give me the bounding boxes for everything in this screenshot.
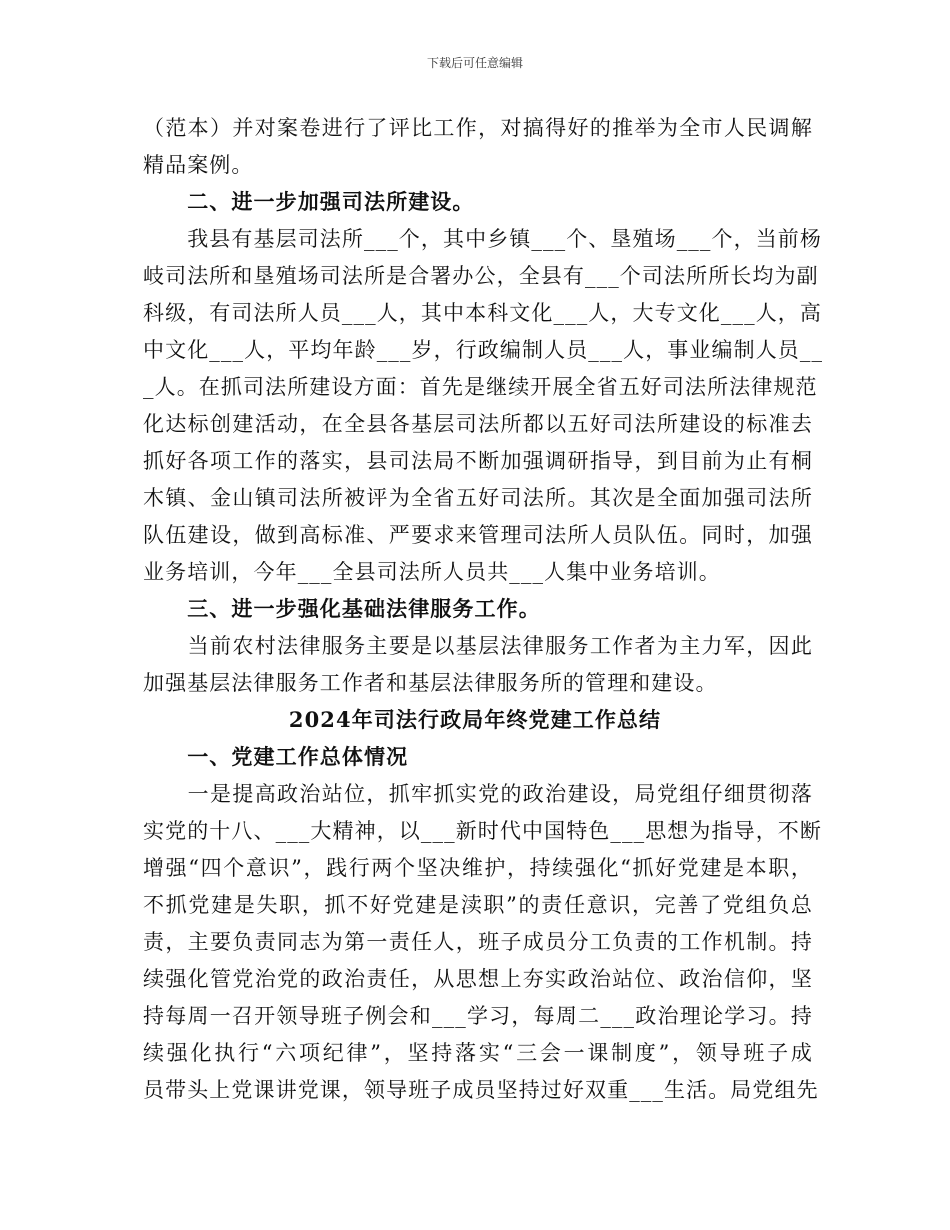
page-header: 下载后可任意编辑	[426, 56, 523, 70]
paragraph-line: 加强基层法律服务工作者和基层法律服务所的管理和建设。	[143, 671, 718, 695]
paragraph-line: 抓好各项工作的落实，县司法局不断加强调研指导，到目前为止有桐	[143, 449, 813, 473]
paragraph-line: 增强“四个意识”，践行两个坚决维护，持续强化“抓好党建是本职，	[143, 856, 813, 880]
paragraph-line: 队伍建设，做到高标准、严要求来管理司法所人员队伍。同时，加强	[143, 523, 813, 547]
paragraph-line: 中文化___人，平均年龄___岁，行政编制人员___人，事业编制人员__	[143, 338, 824, 362]
paragraph-line: 岐司法所和垦殖场司法所是合署办公，全县有___个司法所所长均为副	[143, 264, 819, 288]
paragraph-line: 化达标创建活动，在全县各基层司法所都以五好司法所建设的标准去	[143, 412, 813, 436]
paragraph-line: 不抓党建是失职，抓不好党建是渎职”的责任意识，完善了党组负总	[143, 893, 813, 917]
paragraph-line: 精品案例。	[143, 153, 254, 177]
section-heading: 二、进一步加强司法所建设。	[143, 189, 475, 214]
paragraph-line: _人。在抓司法所建设方面：首先是继续开展全省五好司法所法律规范	[143, 375, 818, 399]
paragraph-line: 我县有基层司法所___个，其中乡镇___个、垦殖场___个，当前杨	[143, 227, 822, 251]
paragraph-line: 木镇、金山镇司法所被评为全省五好司法所。其次是全面加强司法所	[143, 486, 813, 510]
paragraph-line: 员带头上党课讲党课，领导班子成员坚持过好双重___生活。局党组先	[143, 1078, 819, 1102]
paragraph-line: 业务培训，今年___全县司法所人员共___人集中业务培训。	[143, 560, 721, 584]
paragraph-line: 续强化执行“六项纪律”，坚持落实“三会一课制度”，领导班子成	[143, 1041, 813, 1065]
paragraph-line: 一是提高政治站位，抓牢抓实党的政治建设，局党组仔细贯彻落	[143, 782, 813, 806]
paragraph-line: 责，主要负责同志为第一责任人，班子成员分工负责的工作机制。持	[143, 930, 813, 954]
section-heading: 一、党建工作总体情况	[143, 744, 409, 769]
paragraph-line: 续强化管党治党的政治责任，从思想上夯实政治站位、政治信仰，坚	[143, 967, 813, 991]
paragraph-line: 当前农村法律服务主要是以基层法律服务工作者为主力军，因此	[143, 634, 813, 658]
paragraph-line: （范本）并对案卷进行了评比工作，对搞得好的推举为全市人民调解	[143, 116, 813, 140]
paragraph-line: 实党的十八、___大精神，以___新时代中国特色___思想为指导，不断	[143, 819, 822, 843]
paragraph-line: 科级，有司法所人员___人，其中本科文化___人，大专文化___人，高	[143, 301, 822, 325]
paragraph-line: 持每周一召开领导班子例会和___学习，每周二___政治理论学习。持	[143, 1004, 813, 1028]
section-heading: 三、进一步强化基础法律服务工作。	[143, 596, 541, 621]
document-title: 2024年司法行政局年终党建工作总结	[288, 707, 662, 732]
